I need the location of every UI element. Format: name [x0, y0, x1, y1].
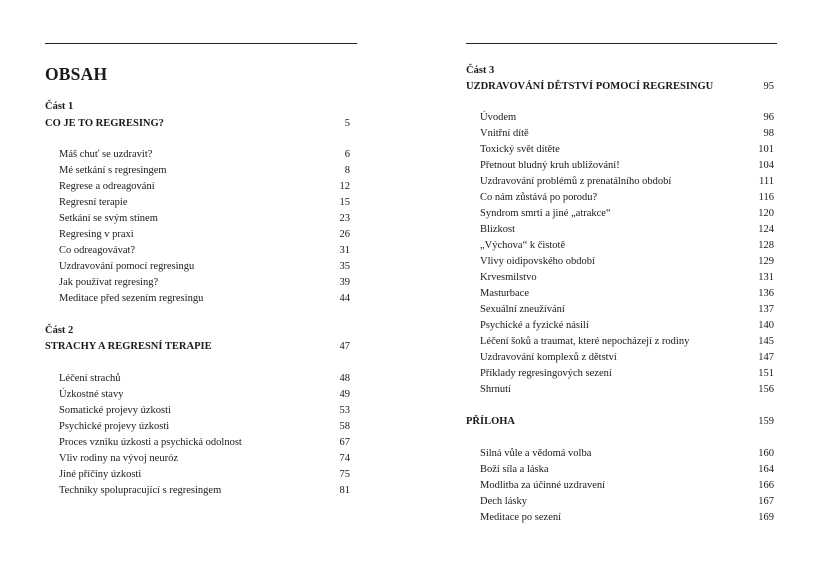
toc-entry-page: 156 [758, 384, 774, 395]
toc-entry-title: Psychické projevy úzkosti [59, 421, 170, 432]
toc-entry[interactable] [59, 261, 350, 275]
toc-entry-page: 116 [758, 192, 774, 203]
toc-entry[interactable] [59, 277, 350, 291]
part-2-heading-row[interactable] [45, 341, 350, 355]
toc-entry-page: 75 [339, 469, 350, 480]
toc-entry-title: Vnitřní dítě [480, 128, 529, 139]
toc-entry-page: 169 [758, 512, 774, 523]
part-3-page: 95 [763, 81, 774, 92]
toc-entry-title: Vlivy oidipovského období [480, 256, 595, 267]
toc-entry[interactable] [59, 421, 350, 435]
part-3-label: Část 3 [466, 65, 495, 76]
toc-entry[interactable] [59, 229, 350, 243]
right-page [466, 0, 774, 581]
toc-entry[interactable] [480, 384, 774, 398]
toc-entry[interactable] [480, 208, 774, 222]
toc-entry-page: 81 [339, 485, 350, 496]
toc-entry-page: 137 [758, 304, 774, 315]
toc-entry-page: 120 [758, 208, 774, 219]
toc-entry-title: Techniky spolupracující s regresingem [59, 485, 222, 496]
toc-entry-page: 58 [339, 421, 350, 432]
toc-entry-page: 44 [339, 293, 350, 304]
toc-entry[interactable] [480, 192, 774, 206]
toc-entry[interactable] [59, 165, 350, 179]
toc-entry-page: 96 [763, 112, 774, 123]
toc-entry-page: 167 [758, 496, 774, 507]
part-1-page: 5 [344, 118, 350, 129]
part-2-heading: STRACHY A REGRESNÍ TERAPIE [45, 341, 212, 352]
toc-entry[interactable] [480, 224, 774, 238]
toc-entry-page: 164 [758, 464, 774, 475]
toc-entry-page: 136 [758, 288, 774, 299]
toc-entry-title: Léčení strachů [59, 373, 121, 384]
toc-entry[interactable] [480, 352, 774, 366]
toc-entry-page: 131 [758, 272, 774, 283]
part-1-heading-row[interactable] [45, 118, 350, 132]
toc-entry[interactable] [480, 144, 774, 158]
toc-entry-title: Sexuální zneužívání [480, 304, 565, 315]
toc-entry-title: Modlitba za účinné uzdravení [480, 480, 606, 491]
toc-entry[interactable] [59, 373, 350, 387]
toc-entry-title: Přetnout bludný kruh ubližování! [480, 160, 620, 171]
toc-entry-page: 104 [758, 160, 774, 171]
toc-entry[interactable] [59, 453, 350, 467]
toc-entry[interactable] [480, 320, 774, 334]
toc-entry-title: Léčení šoků a traumat, které nepocházejí z rodiny [480, 336, 690, 347]
toc-entry-title: Máš chuť se uzdravit? [59, 149, 153, 160]
toc-entry-page: 124 [758, 224, 774, 235]
left-page [45, 0, 350, 581]
toc-entry-page: 160 [758, 448, 774, 459]
toc-entry[interactable] [480, 368, 774, 382]
part-3-heading-row[interactable] [466, 81, 774, 95]
toc-title: OBSAH [45, 64, 108, 84]
toc-entry-title: Co nám zůstává po porodu? [480, 192, 598, 203]
toc-entry-title: Uzdravování pomocí regresingu [59, 261, 195, 272]
toc-entry-page: 140 [758, 320, 774, 331]
toc-entry[interactable] [59, 469, 350, 483]
toc-entry-page: 151 [758, 368, 774, 379]
toc-entry[interactable] [480, 448, 774, 462]
toc-entry-title: „Výchova“ k čistotě [480, 240, 566, 251]
toc-entry-title: Somatické projevy úzkosti [59, 405, 171, 416]
toc-entry[interactable] [480, 240, 774, 254]
toc-entry-title: Regrese a odreagování [59, 181, 155, 192]
toc-entry[interactable] [480, 176, 774, 190]
toc-entry-title: Meditace po sezení [480, 512, 562, 523]
toc-entry-title: Jiné příčiny úzkosti [59, 469, 142, 480]
toc-entry-title: Uzdravování problémů z prenatálního období [480, 176, 672, 187]
appendix-heading-row[interactable] [466, 416, 774, 430]
toc-entry-page: 166 [758, 480, 774, 491]
toc-entry[interactable] [59, 437, 350, 451]
toc-entry-title: Shrnutí [480, 384, 511, 395]
toc-entry-title: Příklady regresingových sezení [480, 368, 612, 379]
toc-entry-title: Regresní terapie [59, 197, 128, 208]
toc-entry[interactable] [59, 405, 350, 419]
toc-entry-page: 31 [339, 245, 350, 256]
toc-entry-title: Proces vzniku úzkosti a psychická odolnost [59, 437, 242, 448]
toc-entry-page: 74 [339, 453, 350, 464]
toc-entry-page: 129 [758, 256, 774, 267]
toc-entry[interactable] [480, 128, 774, 142]
toc-entry-page: 8 [344, 165, 350, 176]
toc-entry-page: 12 [339, 181, 350, 192]
toc-entry-page: 101 [758, 144, 774, 155]
toc-entry[interactable] [480, 288, 774, 302]
toc-entry-page: 98 [763, 128, 774, 139]
toc-entry[interactable] [480, 336, 774, 350]
toc-entry-title: Jak používat regresing? [59, 277, 159, 288]
toc-entry-title: Boží síla a láska [480, 464, 549, 475]
toc-entry-page: 26 [339, 229, 350, 240]
toc-entry-title: Uzdravování komplexů z dětství [480, 352, 617, 363]
toc-entry[interactable] [480, 272, 774, 286]
toc-entry-title: Silná vůle a vědomá volba [480, 448, 592, 459]
toc-entry-title: Úvodem [480, 112, 517, 123]
toc-entry-page: 39 [339, 277, 350, 288]
toc-entry-title: Masturbace [480, 288, 529, 299]
toc-entry-page: 111 [759, 176, 774, 187]
toc-entry-title: Blízkost [480, 224, 516, 235]
toc-entry-title: Dech lásky [480, 496, 527, 507]
toc-entry-title: Toxický svět dítěte [480, 144, 560, 155]
toc-entry[interactable] [480, 512, 774, 526]
part-2-label: Část 2 [45, 325, 74, 336]
toc-entry[interactable] [480, 480, 774, 494]
toc-entry[interactable] [59, 149, 350, 163]
part-1-heading: CO JE TO REGRESING? [45, 118, 164, 129]
toc-entry-page: 147 [758, 352, 774, 363]
toc-entry[interactable] [480, 160, 774, 174]
toc-entry-title: Syndrom smrti a jiné „atrakce“ [480, 208, 611, 219]
toc-entry-page: 145 [758, 336, 774, 347]
part-3-heading: UZDRAVOVÁNÍ DĚTSTVÍ POMOCÍ REGRESINGU [466, 81, 714, 92]
toc-entry[interactable] [59, 293, 350, 307]
part-2-page: 47 [339, 341, 350, 352]
toc-entry[interactable] [59, 485, 350, 499]
toc-entry[interactable] [480, 256, 774, 270]
toc-entry-page: 15 [339, 197, 350, 208]
toc-entry-page: 6 [344, 149, 350, 160]
toc-entry[interactable] [480, 496, 774, 510]
toc-entry[interactable] [59, 197, 350, 211]
toc-entry-page: 35 [339, 261, 350, 272]
toc-entry[interactable] [59, 181, 350, 195]
toc-entry-title: Co odreagovávat? [59, 245, 136, 256]
toc-entry-page: 128 [758, 240, 774, 251]
toc-entry-title: Psychické a fyzické násilí [480, 320, 589, 331]
toc-entry[interactable] [59, 245, 350, 259]
toc-entry[interactable] [480, 112, 774, 126]
toc-entry-page: 67 [339, 437, 350, 448]
toc-entry-title: Vliv rodiny na vývoj neuróz [59, 453, 178, 464]
appendix-heading: PŘÍLOHA [466, 416, 516, 427]
part-1-label: Část 1 [45, 101, 74, 112]
toc-entry[interactable] [480, 304, 774, 318]
toc-entry-title: Setkání se svým stínem [59, 213, 158, 224]
toc-entry-title: Mé setkání s regresingem [59, 165, 167, 176]
toc-entry[interactable] [480, 464, 774, 478]
toc-entry[interactable] [59, 213, 350, 227]
toc-entry-page: 23 [339, 213, 350, 224]
toc-entry[interactable] [59, 389, 350, 403]
toc-entry-title: Krvesmilstvo [480, 272, 537, 283]
toc-entry-page: 49 [339, 389, 350, 400]
toc-entry-page: 48 [339, 373, 350, 384]
toc-entry-title: Meditace před sezením regresingu [59, 293, 204, 304]
appendix-page: 159 [758, 416, 774, 427]
toc-entry-title: Úzkostné stavy [59, 389, 124, 400]
toc-entry-page: 53 [339, 405, 350, 416]
toc-entry-title: Regresing v praxi [59, 229, 134, 240]
